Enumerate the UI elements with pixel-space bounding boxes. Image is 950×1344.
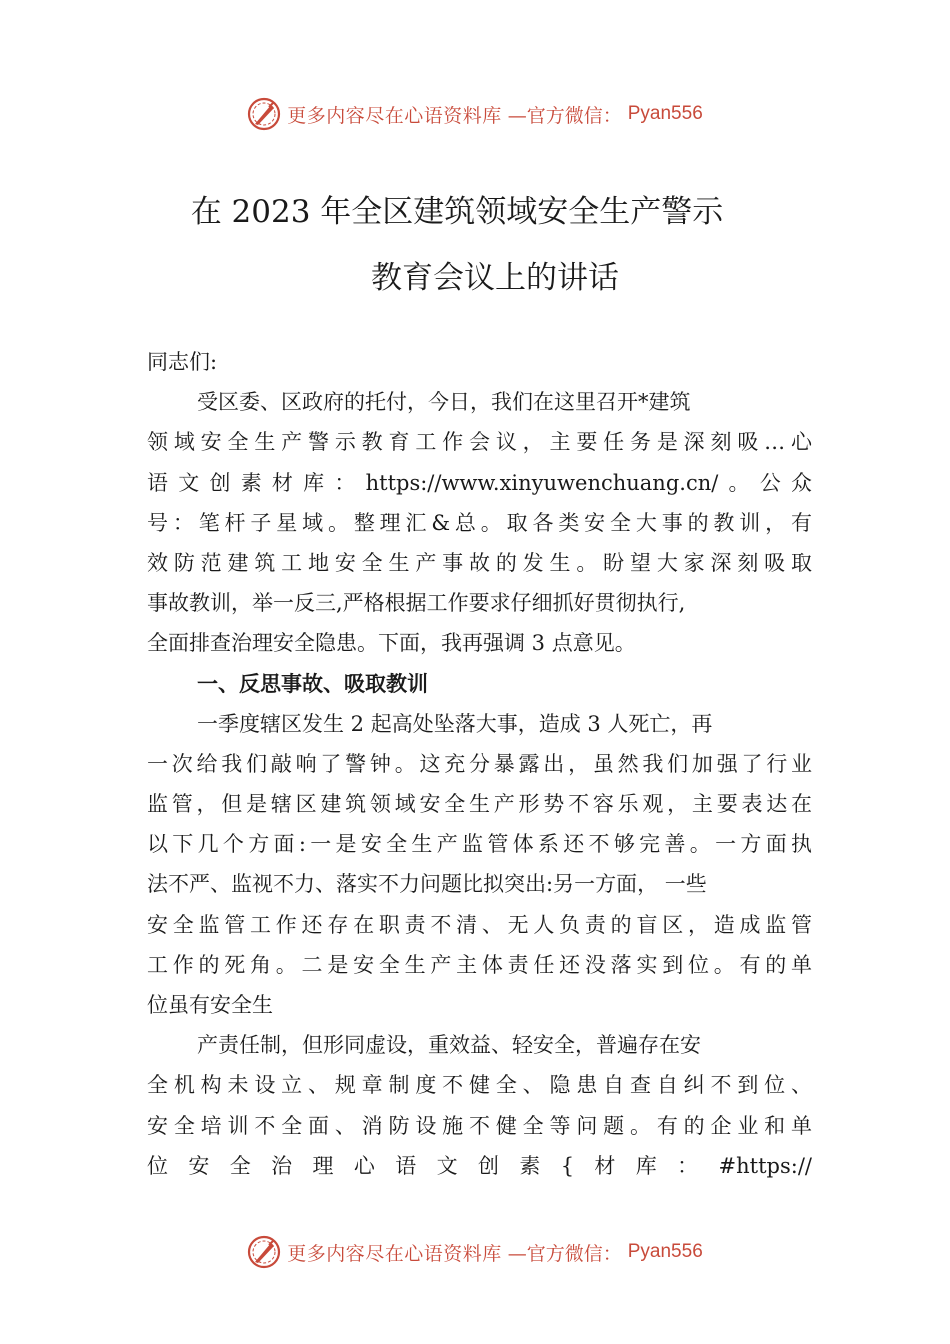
document-title-line-1: 在 2023 年全区建筑领域安全生产警示 xyxy=(190,194,724,230)
paragraph-2-line: 以下几个方面:一是安全生产监管体系还不够完善。一方面执 xyxy=(147,832,812,857)
paragraph-1-line: 号：笔杆子星域。整理汇&总。取各类安全大事的教训，有 xyxy=(147,510,812,535)
header-watermark-banner xyxy=(0,94,950,134)
watermark-text: 更多内容尽在心语资料库 xyxy=(287,1242,502,1265)
watermark-separator: —官方微信： xyxy=(507,1242,622,1265)
paragraph-2-line: 一次给我们敲响了警钟。这充分暴露出，虽然我们加强了行业 xyxy=(147,751,812,776)
paragraph-2-line: 位虽有安全生 xyxy=(147,993,273,1017)
paragraph-3-line: 安全培训不全面、消防设施不健全等问题。有的企业和单 xyxy=(147,1113,812,1138)
watermark-separator: —官方微信： xyxy=(507,104,622,127)
paragraph-2-line: 法不严、监视不力、落实不力问题比拟突出:另一方面， 一些 xyxy=(147,872,707,897)
salutation: 同志们: xyxy=(147,350,218,374)
quill-pen-logo-icon xyxy=(247,97,281,131)
watermark-text: 更多内容尽在心语资料库 xyxy=(287,104,502,127)
paragraph-1-line: 效防范建筑工地安全生产事故的发生。盼望大家深刻吸取 xyxy=(147,550,812,575)
paragraph-2-line: 安全监管工作还存在职责不清、无人负责的盲区，造成监管 xyxy=(147,912,812,937)
quill-pen-logo-icon xyxy=(247,1235,281,1269)
paragraph-1-line: 语文创素材库：https://www.xinyuwenchuang.cn/。公众 xyxy=(147,470,812,495)
paragraph-3-line: 位安全治理心语文创素{材库：#https:// xyxy=(147,1153,812,1178)
wechat-id: Pyan556 xyxy=(627,1241,703,1262)
paragraph-1-line: 全面排查治理安全隐患。下面，我再强调 3 点意见。 xyxy=(147,631,636,656)
paragraph-2-line: 监管，但是辖区建筑领域安全生产形势不容乐观，主要表达在 xyxy=(147,792,812,817)
wechat-id: Pyan556 xyxy=(627,103,703,124)
paragraph-2-line: 工作的死角。二是安全生产主体责任还没落实到位。有的单 xyxy=(147,952,812,977)
paragraph-3-line: 全机构未设立、规章制度不健全、隐患自查自纠不到位、 xyxy=(147,1073,812,1098)
document-body xyxy=(147,342,812,1186)
paragraph-1-line: 领域安全生产警示教育工作会议，主要任务是深刻吸…心 xyxy=(147,430,812,455)
paragraph-1-line: 受区委、区政府的托付，今日，我们在这里召开*建筑 xyxy=(197,390,691,415)
section-heading-1: 一、反思事故、吸取教训 xyxy=(197,671,428,696)
footer-watermark-banner xyxy=(0,1232,950,1272)
paragraph-1-line: 事故教训，举一反三,严格根据工作要求仔细抓好贯彻执行, xyxy=(147,591,686,616)
document-title-line-2: 教育会议上的讲话 xyxy=(371,260,619,296)
paragraph-3-line: 产责任制，但形同虚设，重效益、轻安全，普遍存在安 xyxy=(197,1033,701,1058)
paragraph-2-line: 一季度辖区发生 2 起高处坠落大事，造成 3 人死亡，再 xyxy=(197,711,713,736)
